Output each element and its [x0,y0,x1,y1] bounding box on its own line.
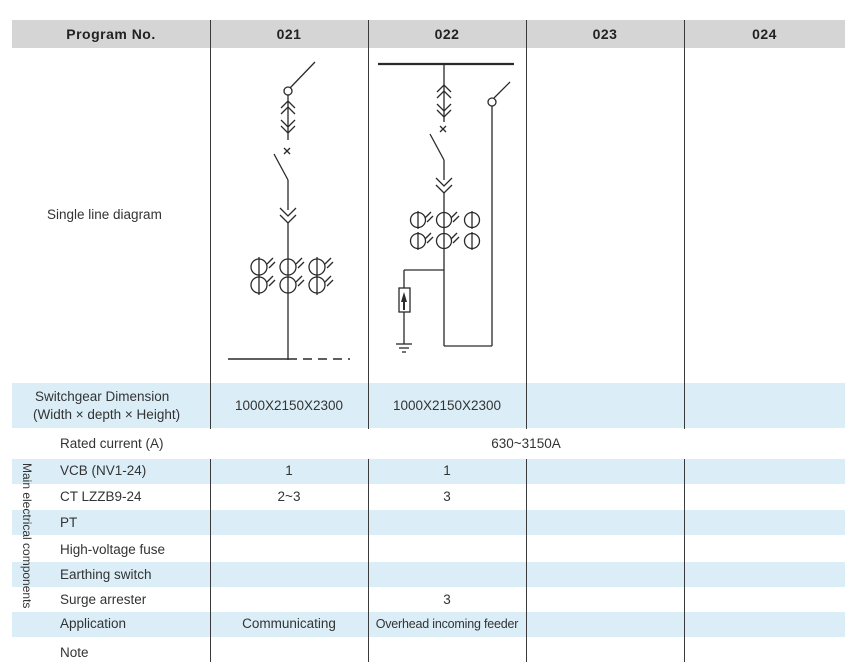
column-024-header: 024 [752,26,777,42]
dimension-022: 1000X2150X2300 [392,398,502,413]
application-label: Application [60,616,127,631]
single-line-diagram-label: Single line diagram [47,207,162,222]
hv-fuse-label: High-voltage fuse [60,542,166,557]
column-divider [684,20,685,429]
vcb-label: VCB (NV1-24) [60,463,147,478]
pt-row-bg [12,510,845,535]
surge-arrester-022: 3 [443,592,451,607]
program-no-header: Program No. [66,26,156,42]
vcb-022: 1 [443,463,451,478]
pt-label: PT [60,515,78,530]
rated-current-label: Rated current (A) [60,436,164,451]
ct-022: 3 [443,489,451,504]
column-divider [684,459,685,662]
surge-arrester-label: Surge arrester [60,592,147,607]
column-023-header: 023 [592,26,618,42]
single-line-diagram-022 [368,48,526,388]
vcb-021: 1 [285,463,293,478]
note-label: Note [60,645,89,660]
ct-label: CT LZZB9-24 [60,489,142,504]
dimension-021: 1000X2150X2300 [234,398,344,413]
column-021-header: 021 [276,26,302,42]
single-line-diagram-021 [210,48,368,388]
rated-current-value: 630~3150A [491,436,561,451]
application-021: Communicating [242,616,336,631]
dimension-label-line1: Switchgear Dimension [35,389,170,404]
column-divider [526,459,527,662]
column-divider [526,20,527,429]
earthing-switch-label: Earthing switch [60,567,152,582]
application-022: Overhead incoming feeder [375,617,519,631]
ct-021: 2~3 [277,489,301,504]
dimension-label-line2: (Width × depth × Height) [33,407,181,422]
main-components-group-label: Main electrical components [20,463,34,609]
column-022-header: 022 [434,26,460,42]
